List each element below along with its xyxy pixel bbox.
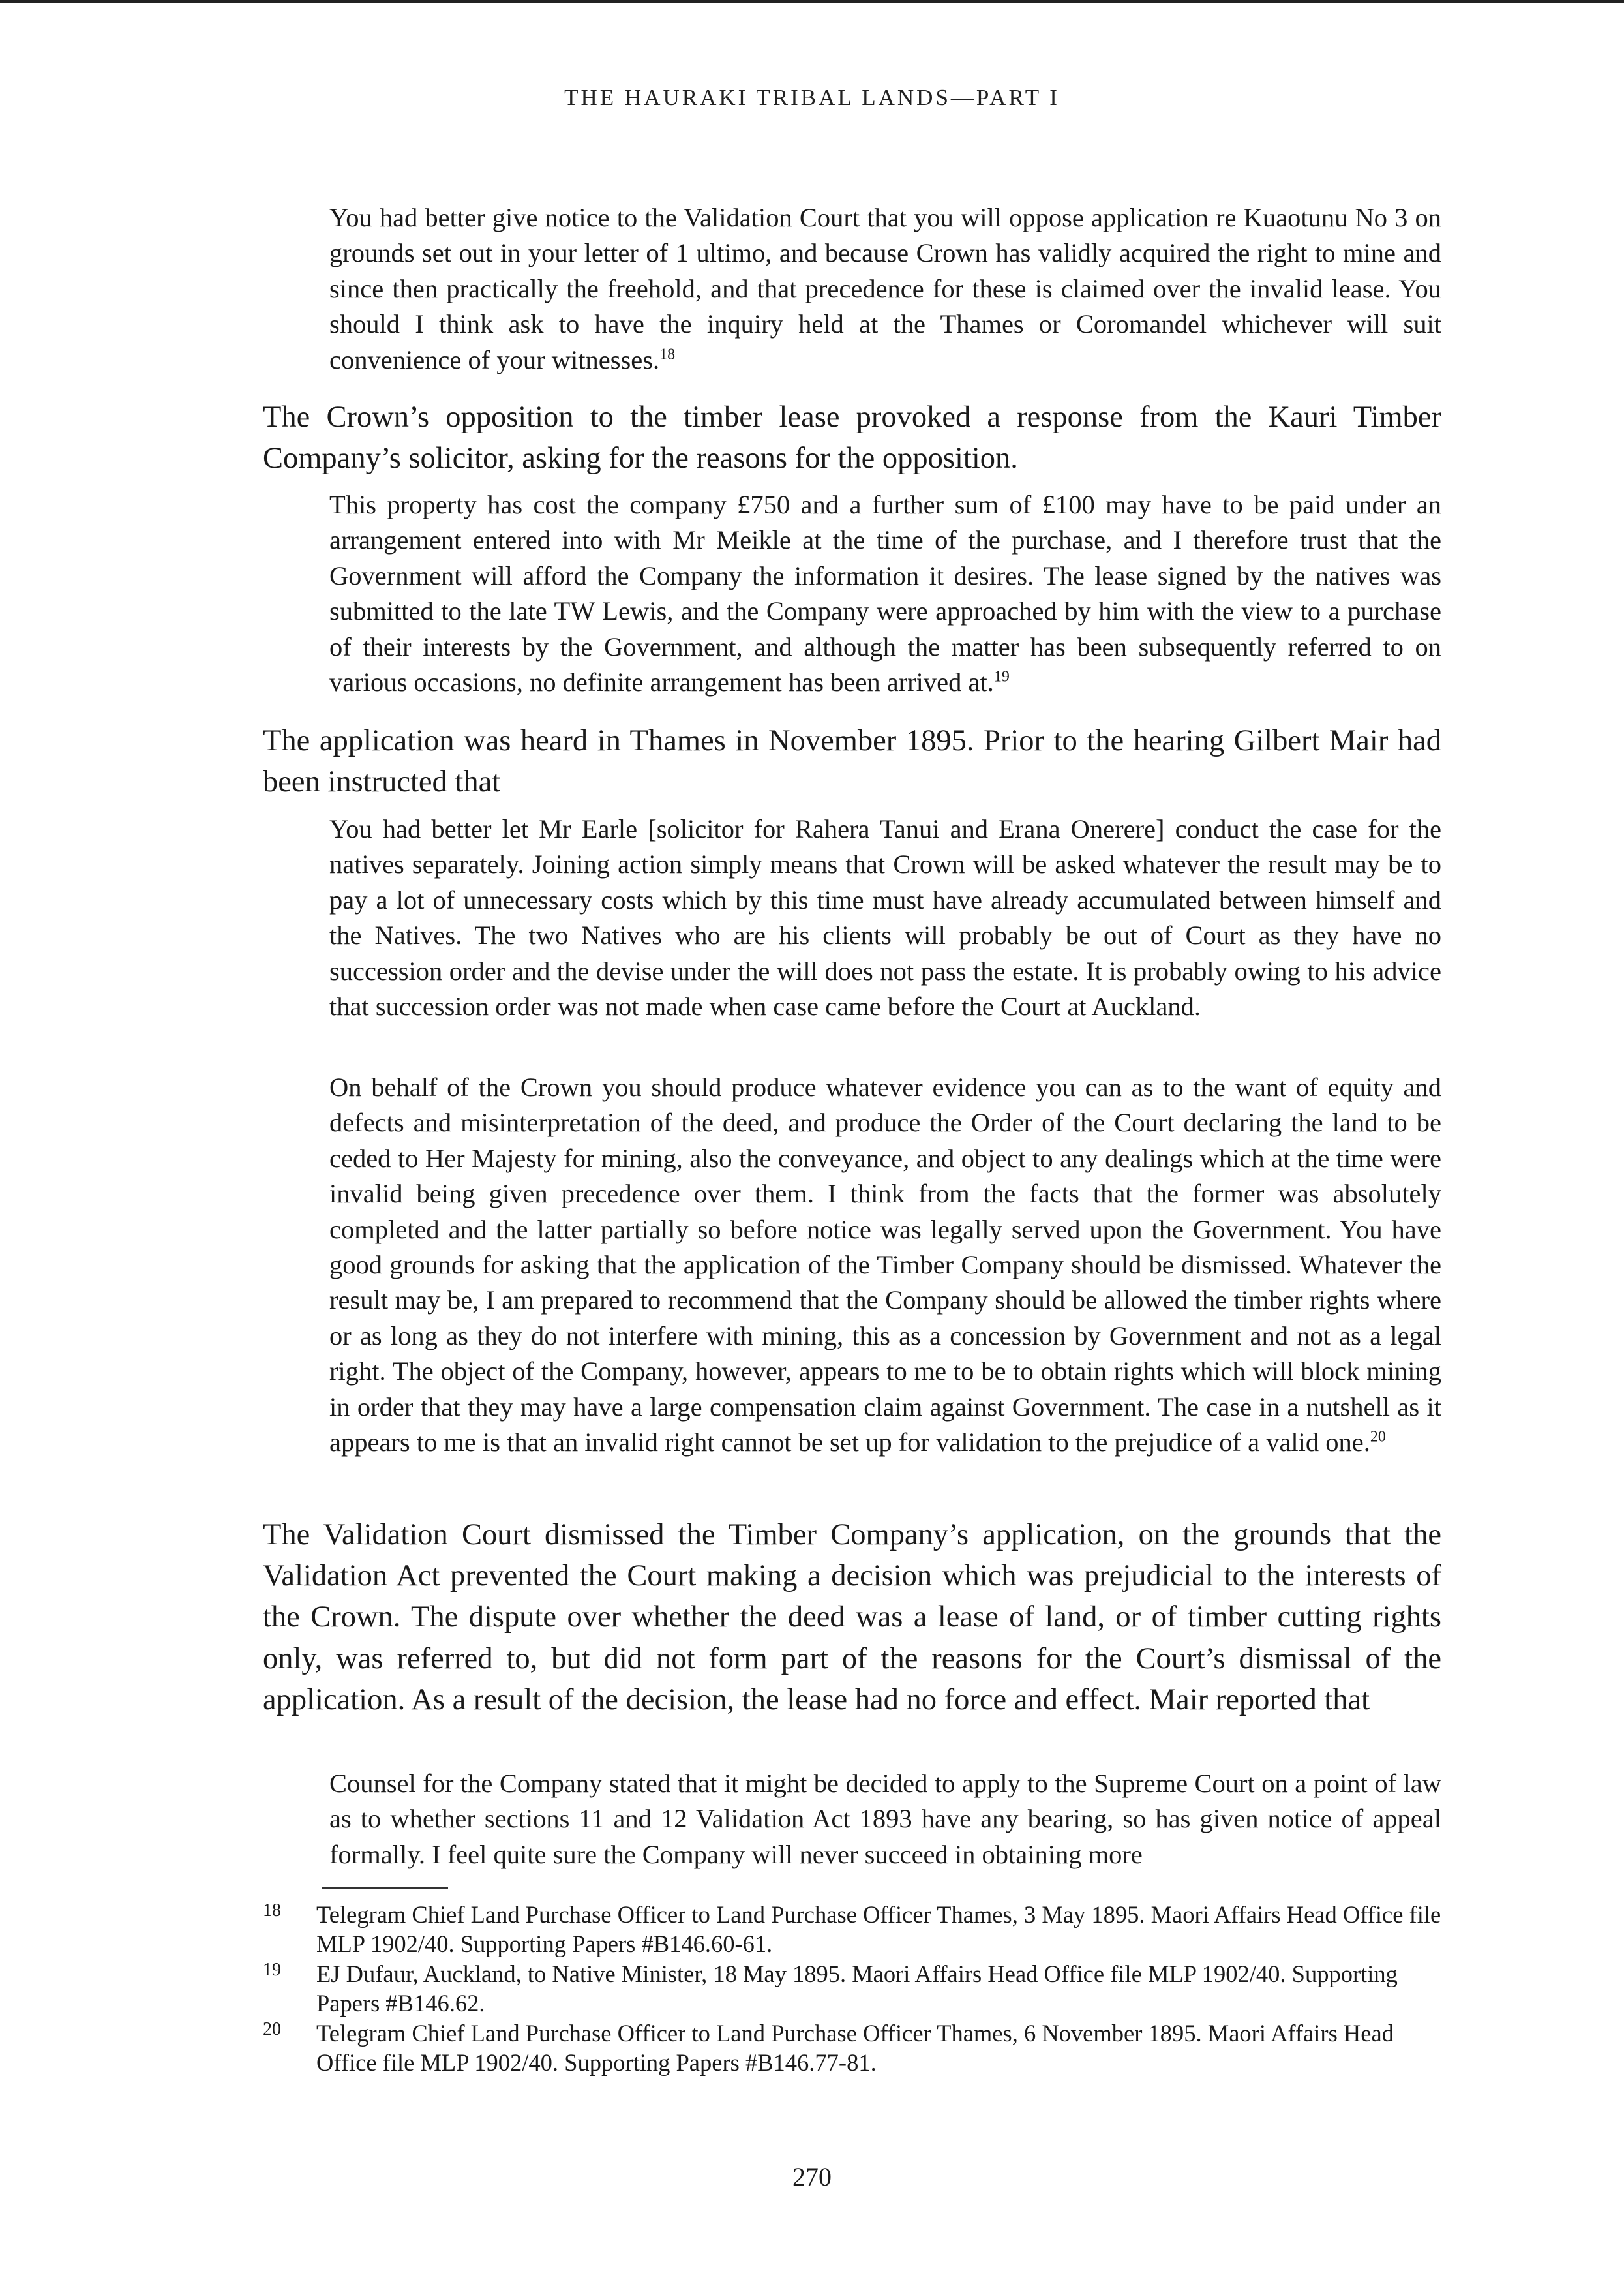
paragraph-text: The application was heard in Thames in November 1895. Prior to the hearing Gilbert Mair had been instructed that	[263, 724, 1441, 799]
footnote-number: 18	[263, 1900, 281, 1921]
running-head: THE HAURAKI TRIBAL LANDS—PART I	[564, 85, 1060, 110]
footnote-text: Telegram Chief Land Purchase Officer to Land Purchase Officer Thames, 3 May 1895. Maori Affairs Head Office file MLP 1902/40. Supporting Papers #B146.60-61.	[316, 1901, 1441, 1957]
body-paragraph	[263, 397, 1441, 479]
quote-text: This property has cost the company £750 and a further sum of £100 may have to be paid under an arrangement entered into with Mr Meikle at the time of the purchase, and I therefore trust that the Government will afford the Company the information it desires. The lease signed by the natives was submitted to the late TW Lewis, and the Company were approached by him with the view to a purchase of their interests by the Government, and although the matter has been subsequently referred to on various occasions, no definite arrangement has been arrived at.	[329, 490, 1441, 697]
footnote-separator	[322, 1887, 448, 1889]
quote-text: You had better let Mr Earle [solicitor for Rahera Tanui and Erana Onerere] conduct the case for the natives separately. Joining action simply means that Crown will be asked whatever the result may be to pay a lot of unnecessary costs which by this time must have already accumulated between himself and the Natives. The two Natives who are his clients will probably be out of Court as they have no succession order and the devise under the will does not pass the estate. It is probably owing to his advice that succession order was not made when case came before the Court at Auckland.	[329, 814, 1441, 1022]
footnote-text: Telegram Chief Land Purchase Officer to Land Purchase Officer Thames, 6 November 1895. Maori Affairs Head Office file MLP 1902/40. Supporting Papers #B146.77-81.	[316, 2020, 1394, 2076]
footnote-text: EJ Dufaur, Auckland, to Native Minister, 18 May 1895. Maori Affairs Head Office file MLP 1902/40. Supporting Papers #B146.62.	[316, 1960, 1398, 2017]
footnote-ref: 19	[993, 668, 1010, 686]
block-quote	[329, 487, 1441, 700]
block-quote	[329, 1070, 1441, 1460]
quote-text: You had better give notice to the Validation Court that you will oppose application re Kuaotunu No 3 on grounds set out in your letter of 1 ultimo, and because Crown has validly acquired the right to mine and since then practically the freehold, and that precedence for these is claimed over the invalid lease. You should I think ask to have the inquiry held at the Thames or Coromandel whichever will suit convenience of your witnesses.	[329, 203, 1441, 374]
block-quote	[329, 812, 1441, 1024]
block-quote	[329, 200, 1441, 378]
footnote-number: 20	[263, 2019, 281, 2039]
quote-text: Counsel for the Company stated that it might be decided to apply to the Supreme Court on a point of law as to whether sections 11 and 12 Validation Act 1893 have any bearing, so has given notice of appeal formally. I feel quite sure the Company will never succeed in obtaining more	[329, 1769, 1441, 1869]
body-paragraph	[263, 1514, 1441, 1720]
footnote-ref: 18	[659, 346, 676, 363]
quote-text: On behalf of the Crown you should produce whatever evidence you can as to the want of equity and defects and misinterpretation of the deed, and produce the Order of the Court declaring the land to be ceded to Her Majesty for mining, also the conveyance, and object to any dealings which at the time were invalid being given precedence over them. I think from the facts that the former was absolutely completed and the latter partially so before notice was legally served upon the Government. You have good grounds for asking that the application of the Timber Company should be dismissed. Whatever the result may be, I am prepared to recommend that the Company should be allowed the timber rights where or as long as they do not interfere with mining, this as a concession by Government and not as a legal right. The object of the Company, however, appears to me to be to obtain rights which will block mining in order that they may have a large compensation claim against Government. The case in a nutshell as it appears to me is that an invalid right cannot be set up for validation to the prejudice of a valid one.	[329, 1073, 1441, 1457]
top-rule	[0, 0, 1624, 3]
page-number: 270	[792, 2162, 832, 2191]
body-paragraph	[263, 720, 1441, 802]
paragraph-text: The Validation Court dismissed the Timber Company’s application, on the grounds that the Validation Act prevented the Court making a decision which was prejudicial to the interests of the Crown. The dispute over whether the deed was a lease of land, or of timber cutting rights only, was referred to, but did not form part of the reasons for the Court’s dismissal of the application. As a result of the decision, the lease had no force and effect. Mair reported that	[263, 1518, 1441, 1716]
footnote-number: 19	[263, 1960, 281, 1980]
paragraph-text: The Crown’s opposition to the timber lease provoked a response from the Kauri Timber Company’s solicitor, asking for the reasons for the opposition.	[263, 401, 1441, 476]
block-quote	[329, 1766, 1441, 1872]
footnote-ref: 20	[1370, 1428, 1386, 1446]
